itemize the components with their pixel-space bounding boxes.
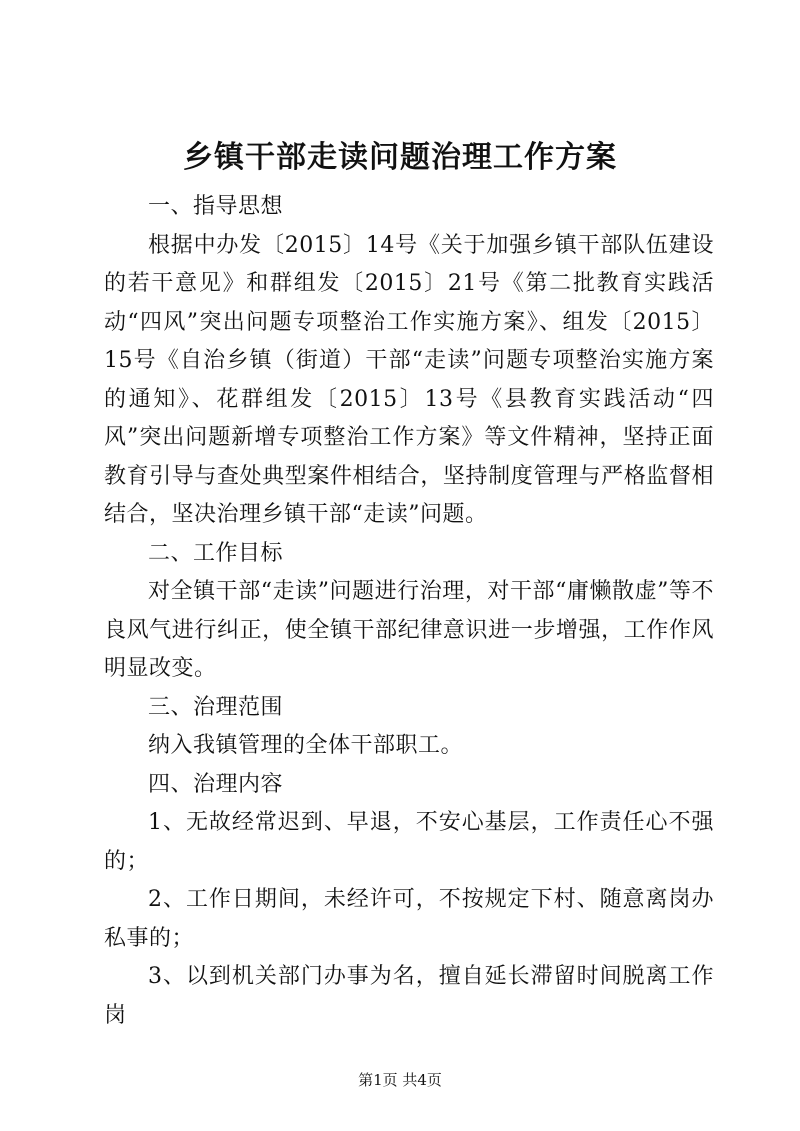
paragraph-scope: 纳入我镇管理的全体干部职工。 <box>148 733 464 758</box>
paragraph-goals: 对全镇干部“走读”问题进行治理，对干部“庸懒散虚”等不良风气进行纠正，使全镇干部纪律意识进一步增强，工作作风明显改变。 <box>104 579 714 681</box>
document-body <box>104 188 714 1035</box>
list-item-1: 1、无故经常迟到、早退，不安心基层，工作责任心不强的； <box>104 810 714 874</box>
section-heading-guiding-ideology: 一、指导思想 <box>148 194 284 219</box>
page-number-footer: 第1页 共4页 <box>358 1071 442 1089</box>
list-item-2: 2、工作日期间，未经许可，不按规定下村、随意离岗办私事的； <box>104 887 714 951</box>
section-heading-scope: 三、治理范围 <box>148 694 284 720</box>
section-heading-work-goals: 二、工作目标 <box>148 540 284 566</box>
list-item-3: 3、以到机关部门办事为名，擅自延长滞留时间脱离工作岗 <box>104 964 714 1028</box>
paragraph-basis: 根据中办发〔2015〕14号《关于加强乡镇干部队伍建设的若干意见》和群组发〔2015〕21号《第二批教育实践活动“四风”突出问题专项整治工作实施方案》、组发〔2015〕15号《自治乡镇（街道）干部“走读”问题专项整治实施方案的通知》、花群组发〔2015〕13号《县教育实践活动“四风”突出问题新增专项整治工作方案》等文件精神，坚持正面教育引导与查处典型案件相结合，坚持制度管理与严格监督相结合，坚决治理乡镇干部“走读”问题。 <box>104 232 714 527</box>
section-heading-content: 四、治理内容 <box>148 771 284 797</box>
document-title: 乡镇干部走读问题治理工作方案 <box>183 140 617 175</box>
